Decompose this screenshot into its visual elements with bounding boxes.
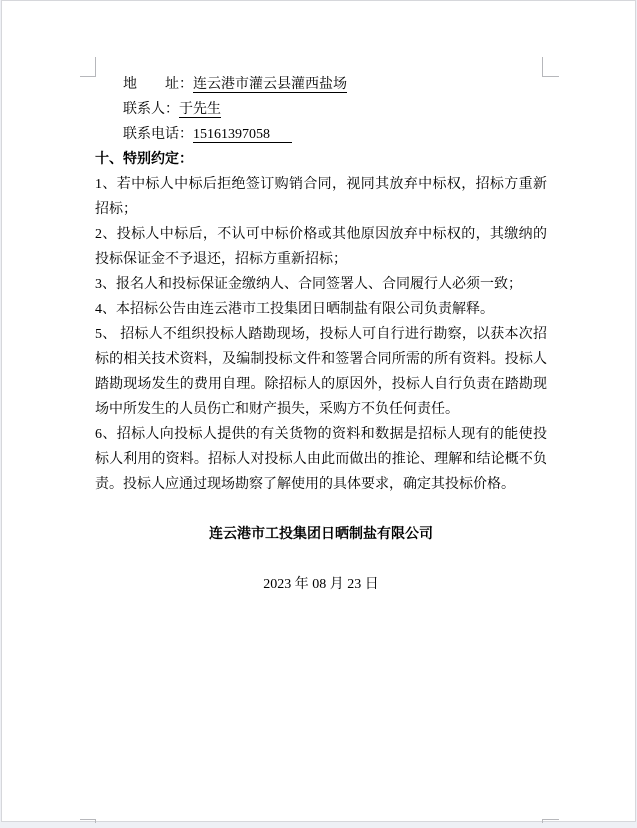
address-label: 地 址： — [123, 77, 193, 92]
margin-crop-mark-bottom-right — [542, 819, 559, 823]
clause-5: 5、 招标人不组织投标人踏勘现场，投标人可自行进行勘察，以获本次招标的相关技术资料，及编制投标文件和签署合同所需的所有资料。投标人踏勘现场发生的费用自理。除招标人的原因外，投标人自行负责在踏勘现场中所发生的人员伤亡和财产损失，采购方不负任何责任。 — [95, 327, 547, 417]
contact-person-label: 联系人： — [123, 102, 179, 117]
margin-crop-mark-bottom-left — [80, 819, 96, 823]
clause-1: 1、若中标人中标后拒绝签订购销合同，视同其放弃中标权，招标方重新招标； — [95, 177, 547, 217]
phone-value: 15161397058 — [193, 127, 292, 143]
clause-4: 4、本招标公告由连云港市工投集团日晒制盐有限公司负责解释。 — [95, 302, 494, 317]
contact-person-line — [95, 97, 547, 122]
phone-line — [95, 122, 547, 147]
address-line — [95, 72, 547, 97]
document-page — [1, 0, 636, 822]
section-heading: 十、特别约定： — [95, 152, 193, 167]
clause-2: 2、投标人中标后，不认可中标价格或其他原因放弃中标权的，其缴纳的投标保证金不予退还，招标方重新招标； — [95, 227, 547, 267]
document-content — [95, 72, 547, 597]
margin-crop-mark-top-left — [80, 57, 96, 77]
address-value: 连云港市灌云县灌西盐场 — [193, 77, 347, 92]
blank-line — [95, 547, 547, 572]
signature-company: 连云港市工投集团日晒制盐有限公司 — [209, 527, 433, 542]
clause-3: 3、报名人和投标保证金缴纳人、合同签署人、合同履行人必须一致； — [95, 277, 522, 292]
phone-label: 联系电话： — [123, 127, 193, 142]
blank-line — [95, 497, 547, 522]
contact-person-value: 于先生 — [179, 102, 221, 117]
clause-6: 6、招标人向投标人提供的有关货物的资料和数据是招标人现有的能使投标人利用的资料。招标人对投标人由此而做出的推论、理解和结论概不负责。投标人应通过现场勘察了解使用的具体要求，确定其投标价格。 — [95, 427, 547, 492]
signature-date: 2023 年 08 月 23 日 — [263, 577, 379, 592]
